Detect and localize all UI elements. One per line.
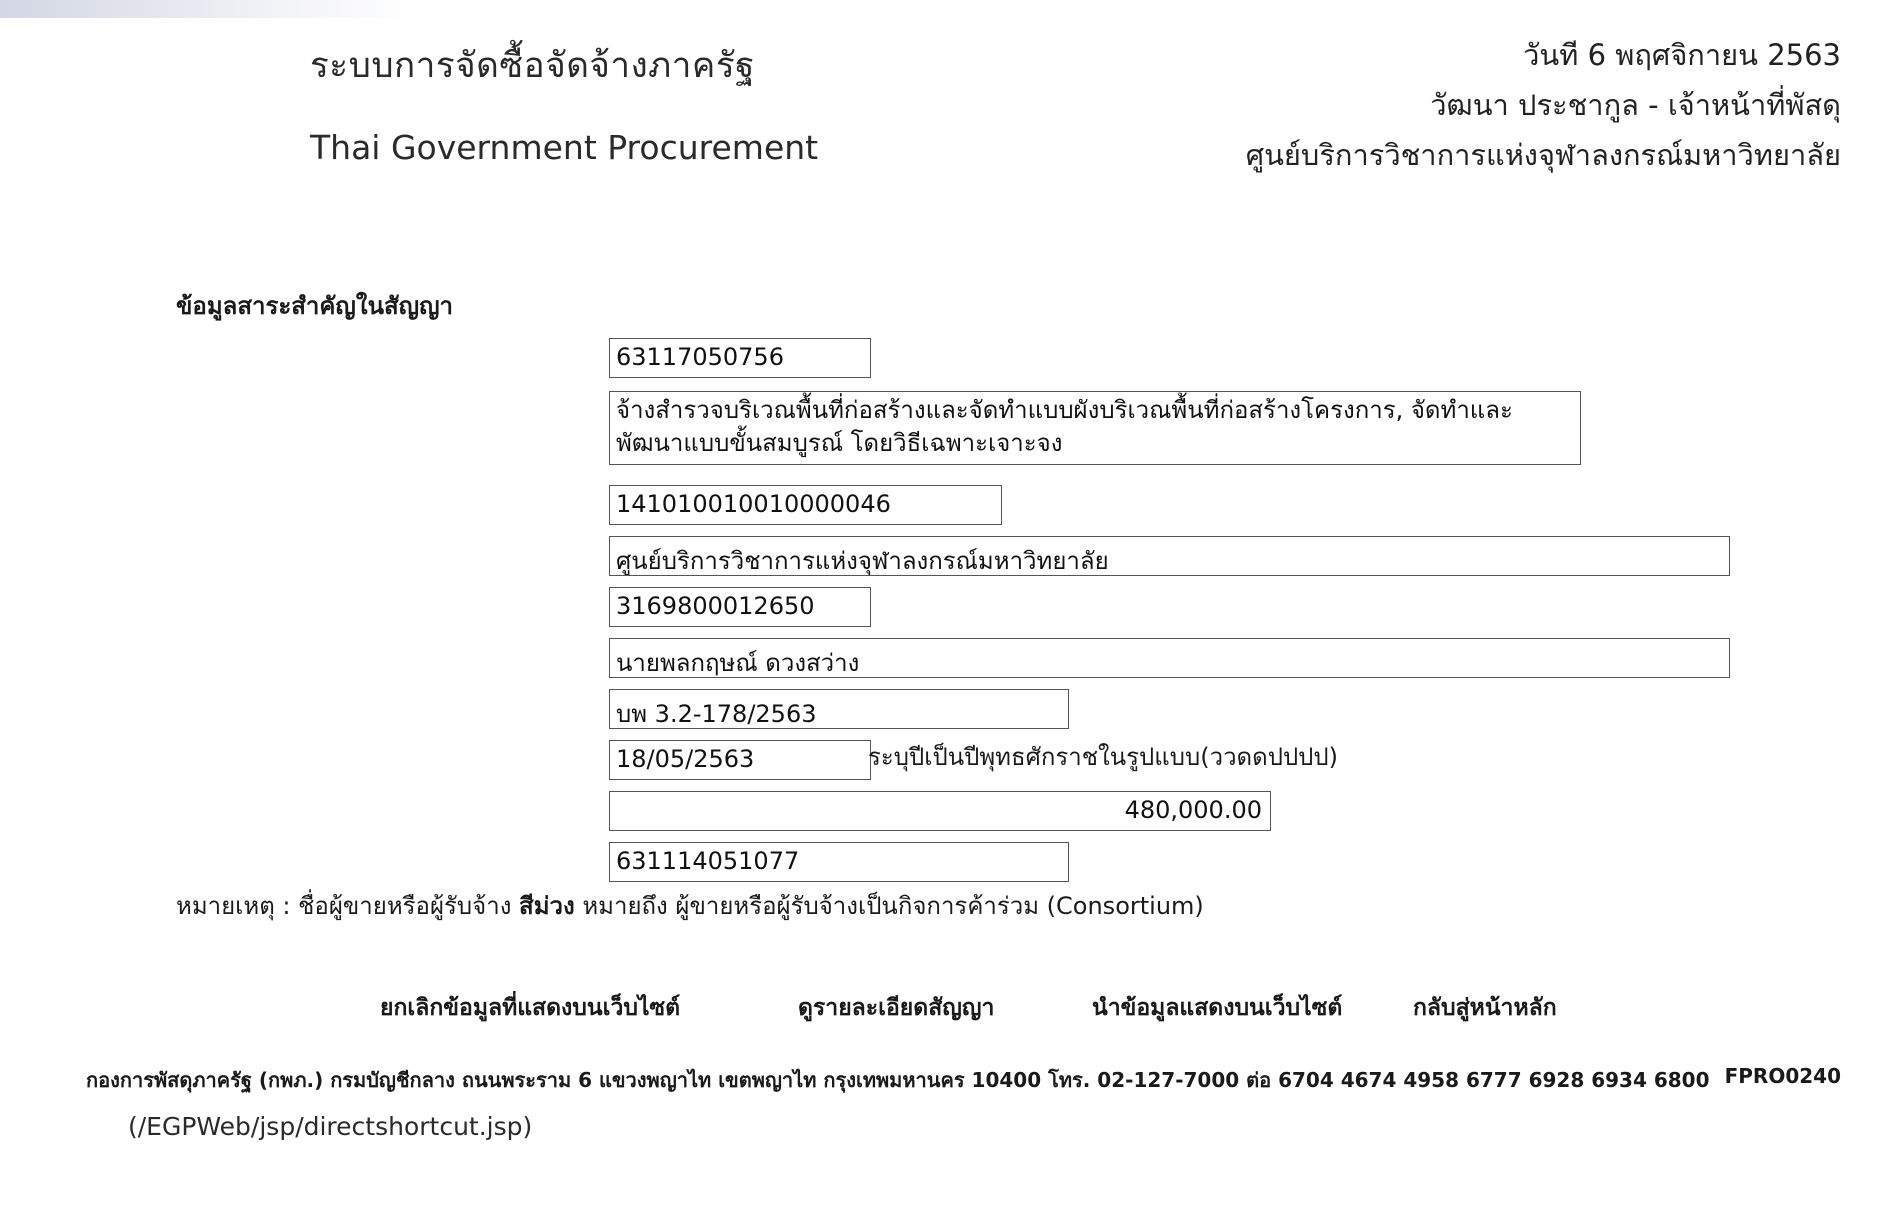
note-emphasis: สีม่วง [519,892,575,920]
publish-web-data-link[interactable]: นำข้อมูลแสดงบนเว็บไซต์ [1092,995,1343,1021]
officer-name: วัฒนา ประชากูล - เจ้าหน้าที่พัสดุ [1430,88,1841,122]
footer-address: กองการพัสดุภาครัฐ (กพภ.) กรมบัญชีกลาง ถนนพระราม 6 แขวงพญาไท เขตพญาไท กรุงเทพมหานคร 10400 โทร. 02-127-7000 ต่อ 6704 4674 4958 6777 6928 6934 6800 [86,1068,1710,1092]
agency-name-header: ศูนย์บริการวิชาการแห่งจุฬาลงกรณ์มหาวิทยาลัย [1245,138,1841,172]
egp-no-field[interactable]: 631114051077 [609,842,1069,882]
agency-name-field[interactable]: ศูนย์บริการวิชาการแห่งจุฬาลงกรณ์มหาวิทยาลัย [609,536,1730,576]
system-title: ระบบการจัดซื้อจัดจ้างภาครัฐ [310,46,755,86]
back-to-home-link[interactable]: กลับสู่หน้าหลัก [1413,995,1557,1021]
user-info [1246,30,1841,180]
page-url: (/EGPWeb/jsp/directshortcut.jsp) [128,1112,533,1141]
system-subtitle: Thai Government Procurement [310,128,819,167]
note-prefix: หมายเหตุ : ชื่อผู้ขายหรือผู้รับจ้าง [176,892,520,920]
contract-no-field[interactable]: บพ 3.2-178/2563 [609,689,1069,729]
contract-date-field[interactable]: 18/05/2563 [609,740,871,780]
project-name-field[interactable]: จ้างสำรวจบริเวณพื้นที่ก่อสร้างและจัดทำแบบผังบริเวณพื้นที่ก่อสร้างโครงการ, จัดทำและพัฒนาแบบขั้นสมบูรณ์ โดยวิธีเฉพาะเจาะจง [609,391,1581,465]
project-no-field[interactable]: 63117050756 [609,338,871,378]
section-title: ข้อมูลสาระสำคัญในสัญญา [176,292,454,320]
scan-edge-shade [0,0,420,18]
current-date: วันที 6 พฤศจิกายน 2563 [1523,38,1841,72]
view-contract-details-link[interactable]: ดูรายละเอียดสัญญา [798,995,995,1021]
amount-field[interactable]: 480,000.00 [609,791,1271,831]
tax-id-field[interactable]: 3169800012650 [609,587,871,627]
bidder-name-field[interactable]: นายพลกฤษณ์ ดวงสว่าง [609,638,1730,678]
note-suffix: หมายถึง ผู้ขายหรือผู้รับจ้างเป็นกิจการค้าร่วม (Consortium) [574,892,1204,920]
agency-code-field[interactable]: 141010010010000046 [609,485,1002,525]
contract-date-hint: ระบุปีเป็นปีพุทธศักราชในรูปแบบ(ววดดปปปป) [868,743,1339,771]
consortium-note [176,886,1204,925]
cancel-web-data-link[interactable]: ยกเลิกข้อมูลที่แสดงบนเว็บไซต์ [380,995,681,1021]
footer-page-code: FPRO0240 [1724,1064,1841,1088]
